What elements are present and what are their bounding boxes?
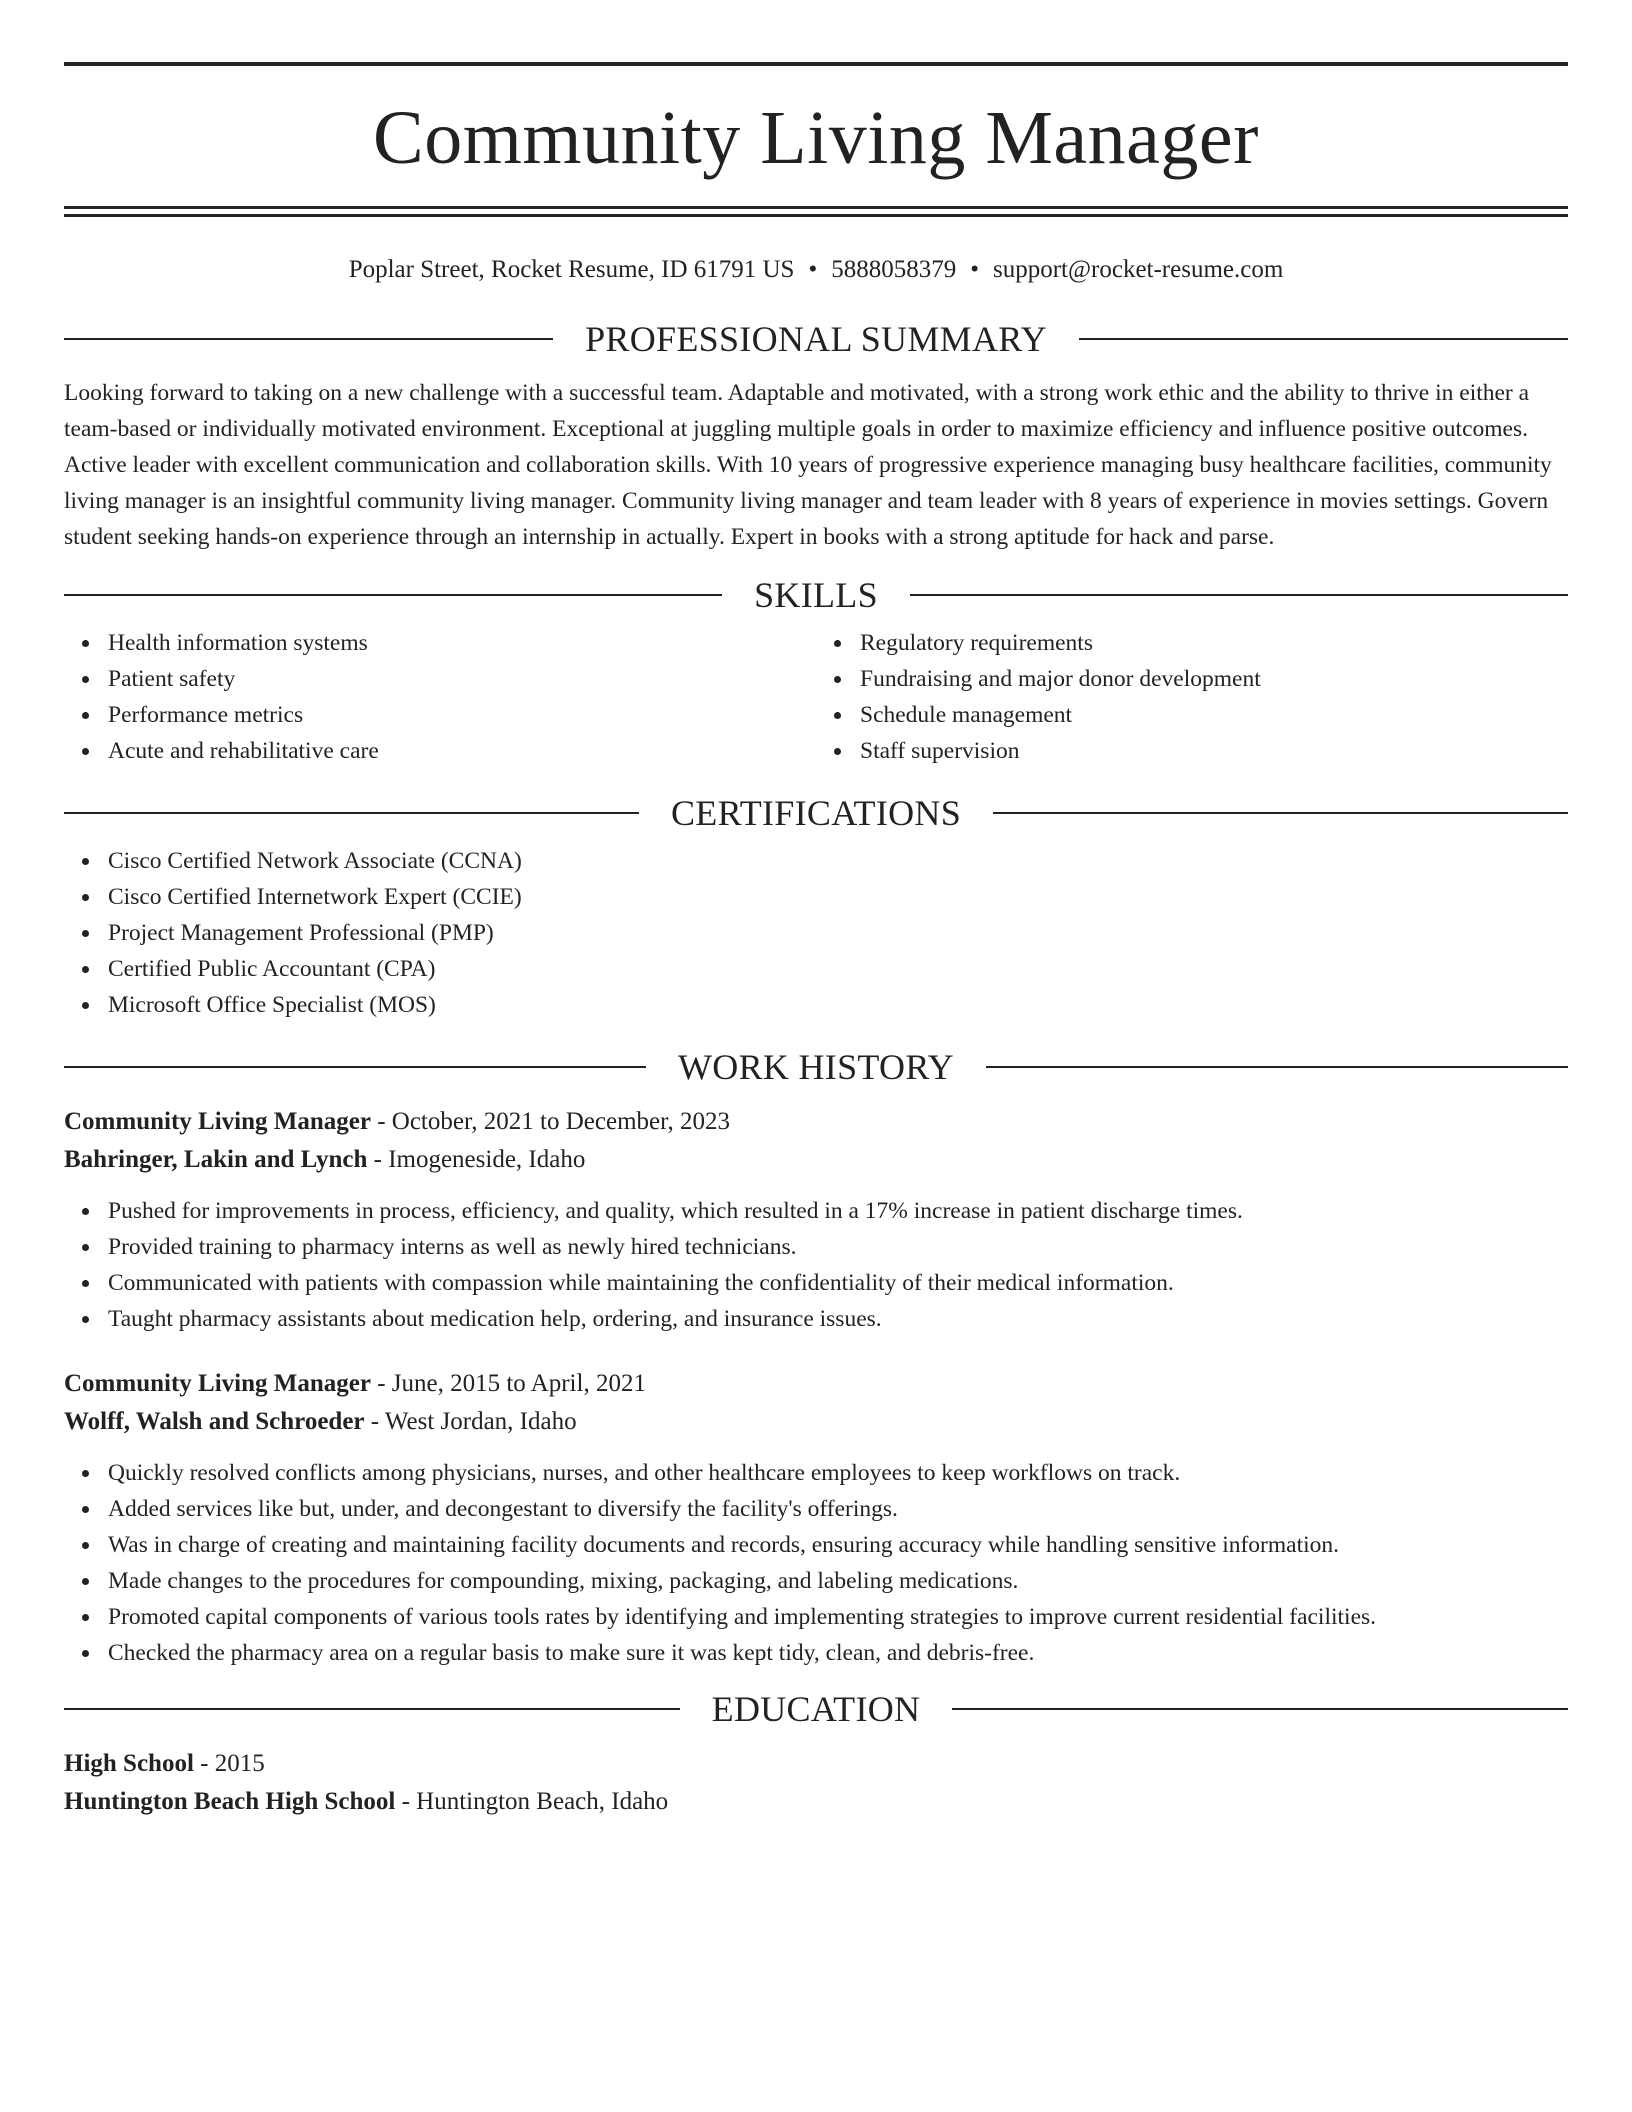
list-item: Acute and rehabilitative care (108, 733, 816, 769)
dash: - (377, 1108, 386, 1135)
heading-rule-left (64, 1708, 680, 1710)
list-item: Was in charge of creating and maintaining facility documents and records, ensuring accuracy while handling sensitive information. (108, 1527, 1568, 1563)
heading-rule-left (64, 594, 722, 596)
section-certifications-heading (64, 795, 1568, 831)
list-item: Pushed for improvements in process, efficiency, and quality, which resulted in a 17% increase in patient discharge times. (108, 1193, 1568, 1229)
contact-separator: • (970, 256, 979, 283)
skills-list-right (816, 625, 1568, 769)
skills-grid (64, 613, 1568, 769)
heading-rule-left (64, 1066, 646, 1068)
section-title: PROFESSIONAL SUMMARY (585, 319, 1047, 359)
name-double-rule (64, 206, 1568, 217)
job-location: West Jordan, Idaho (384, 1408, 577, 1435)
heading-rule-right (993, 812, 1568, 814)
section-title: EDUCATION (711, 1689, 921, 1729)
education-degree-line (64, 1745, 1568, 1783)
job-bullets (64, 1193, 1568, 1337)
job-entry (64, 1103, 1568, 1337)
dash: - (401, 1788, 410, 1815)
education-school: Huntington Beach High School (64, 1788, 396, 1815)
section-summary-heading (64, 321, 1568, 357)
job-company: Wolff, Walsh and Schroeder (64, 1408, 365, 1435)
list-item: Staff supervision (860, 733, 1568, 769)
job-title-line (64, 1365, 1568, 1403)
list-item: Made changes to the procedures for compounding, mixing, packaging, and labeling medications. (108, 1563, 1568, 1599)
job-title-line (64, 1103, 1568, 1141)
job-company-line (64, 1403, 1568, 1441)
list-item: Performance metrics (108, 697, 816, 733)
job-title: Community Living Manager (64, 1370, 371, 1397)
education-degree: High School (64, 1750, 194, 1777)
list-item: Patient safety (108, 661, 816, 697)
list-item: Certified Public Accountant (CPA) (108, 951, 1568, 987)
list-item: Communicated with patients with compassion while maintaining the confidentiality of their medical information. (108, 1265, 1568, 1301)
heading-rule-left (64, 812, 639, 814)
contact-line (64, 255, 1568, 285)
section-title: WORK HISTORY (678, 1047, 954, 1087)
list-item: Regulatory requirements (860, 625, 1568, 661)
section-title: CERTIFICATIONS (670, 793, 962, 833)
education-location: Huntington Beach, Idaho (416, 1788, 669, 1815)
list-item: Provided training to pharmacy interns as well as newly hired technicians. (108, 1229, 1568, 1265)
top-rule (64, 62, 1568, 66)
contact-email: support@rocket-resume.com (993, 256, 1284, 283)
contact-address: Poplar Street, Rocket Resume, ID 61791 US (348, 256, 795, 283)
list-item: Microsoft Office Specialist (MOS) (108, 987, 1568, 1023)
heading-rule-right (1079, 338, 1568, 340)
section-skills-heading (64, 577, 1568, 613)
education-entry (64, 1745, 1568, 1821)
dash: - (370, 1408, 380, 1435)
job-company: Bahringer, Lakin and Lynch (64, 1146, 368, 1173)
list-item: Added services like but, under, and decongestant to diversify the facility's offerings. (108, 1491, 1568, 1527)
job-dates: June, 2015 to April, 2021 (391, 1370, 646, 1397)
job-company-line (64, 1141, 1568, 1179)
heading-rule-left (64, 338, 553, 340)
summary-text: Looking forward to taking on a new challenge with a successful team. Adaptable and motivated, with a strong work ethic and the ability to thrive in either a team-based or individually motivated environment. Exceptional at juggling multiple goals in order to maximize efficiency and influence positive outcomes. Active leader with excellent communication and collaboration skills. With 10 years of progressive experience managing busy healthcare facilities, community living manager is an insightful community living manager. Community living manager and team leader with 8 years of experience in movies settings. Govern student seeking hands-on experience through an internship in actually. Expert in books with a strong aptitude for hack and parse. (64, 380, 1552, 550)
job-title: Community Living Manager (64, 1108, 371, 1135)
contact-phone: 5888058379 (831, 256, 957, 283)
list-item: Cisco Certified Network Associate (CCNA) (108, 843, 1568, 879)
list-item: Health information systems (108, 625, 816, 661)
job-location: Imogeneside, Idaho (388, 1146, 586, 1173)
list-item: Taught pharmacy assistants about medication help, ordering, and insurance issues. (108, 1301, 1568, 1337)
list-item: Promoted capital components of various tools rates by identifying and implementing strategies to improve current residential facilities. (108, 1599, 1568, 1635)
job-bullets (64, 1455, 1568, 1671)
job-dates: October, 2021 to December, 2023 (391, 1108, 730, 1135)
list-item: Fundraising and major donor development (860, 661, 1568, 697)
contact-separator: • (808, 256, 818, 283)
list-item: Project Management Professional (PMP) (108, 915, 1568, 951)
education-year: 2015 (214, 1750, 265, 1777)
job-entry (64, 1365, 1568, 1671)
heading-rule-right (910, 594, 1568, 596)
certifications-list (64, 843, 1568, 1023)
list-item: Checked the pharmacy area on a regular basis to make sure it was kept tidy, clean, and debris-free. (108, 1635, 1568, 1671)
dash: - (377, 1370, 386, 1397)
section-education-heading (64, 1691, 1568, 1727)
list-item: Cisco Certified Internetwork Expert (CCIE) (108, 879, 1568, 915)
dash: - (200, 1750, 209, 1777)
dash: - (373, 1146, 382, 1173)
list-item: Quickly resolved conflicts among physicians, nurses, and other healthcare employees to keep workflows on track. (108, 1455, 1568, 1491)
education-school-line (64, 1783, 1568, 1821)
skills-list-left (64, 625, 816, 769)
list-item: Schedule management (860, 697, 1568, 733)
section-work-heading (64, 1049, 1568, 1085)
resume-name: Community Living Manager (373, 96, 1259, 180)
heading-rule-right (986, 1066, 1568, 1068)
section-title: SKILLS (754, 575, 878, 615)
heading-rule-right (952, 1708, 1568, 1710)
